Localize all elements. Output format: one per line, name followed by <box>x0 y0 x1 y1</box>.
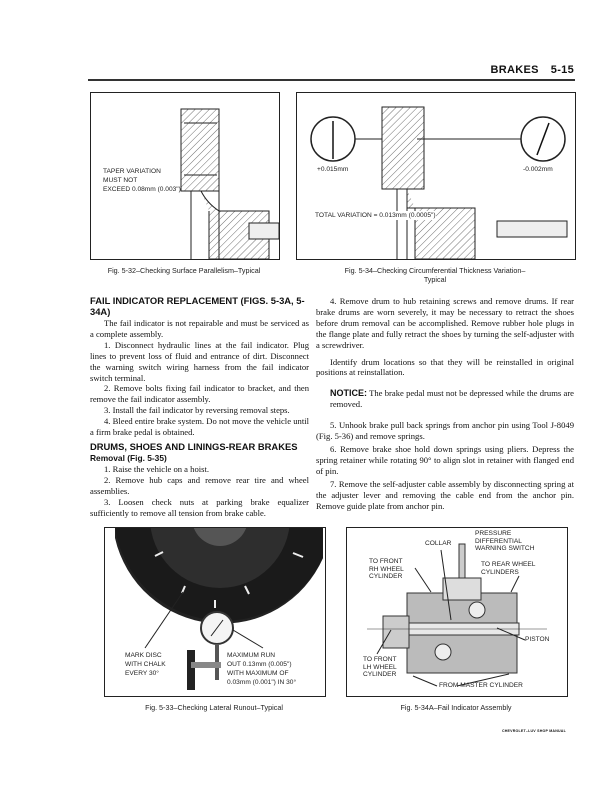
figure-5-34-caption: Fig. 5-34–Checking Circumferential Thickness Variation– Typical <box>344 266 526 284</box>
footer: CHEVROLET–LUV SHOP MANUAL <box>501 729 566 733</box>
heading-drums-shoes: DRUMS, SHOES AND LININGS-REAR BRAKES <box>90 440 298 452</box>
master-cylinder-label: FROM MASTER CYLINDER <box>439 682 523 689</box>
pressure-switch-label: PRESSURE DIFFERENTIAL WARNING SWITCH <box>475 530 535 552</box>
total-variation-label: TOTAL VARIATION = 0.013mm (0.0005") <box>315 212 436 219</box>
figure-5-33 <box>104 527 326 697</box>
right-text-column: 4. Remove drum to hub retaining screws and remove drums. If rear brake drums are worn severely, it may be necessary to retract the shoes before drum removal can be accomplished. Remove rubber hole plugs in the flange plate and fully retract the shoes by turning the self-adjuster with a screwdriver. Identify drum locations so that they will be reinstalled in original positions at reinstallation. NOTICE: The brake pedal must not be depressed while the drums are removed. 5. Unhook brake pull back springs from anchor pin using Tool J-8049 (Fig. 5-36) and remove springs. 6. Remove brake shoe hold down springs using pliers. Depress the spring retainer while rotating 90° to align slot in retainer with flanged end of pin. 7. Remove the self-adjuster cable assembly by disconnecting spring at the adjuster lever and removing the cable end from the anchor pin. Remove guide plate from anchor pin. <box>316 296 574 511</box>
figure-5-33-caption: Fig. 5-33–Checking Lateral Runout–Typical <box>145 703 283 712</box>
running-header <box>479 64 574 76</box>
piston-label: PISTON <box>525 636 550 643</box>
figure-5-34 <box>296 92 576 260</box>
max-runout-label: MAXIMUM RUN OUT 0.13mm (0.005") WITH MAXIMUM OF 0.03mm (0.001") IN 30° <box>227 652 297 686</box>
left-text-column: FAIL INDICATOR REPLACEMENT (FIGS. 5-3A, 5-34A) The fail indicator is not repairable and must be serviced as a complete assembly. 1. Disconnect hydraulic lines at the fail indicator. Plug lines to prevent loss of fluid and entrance of dirt. Disconnect the warning switch wiring harness from the fail indicator switch terminal. 2. Remove bolts fixing fail indicator to bracket, and then remove the fail indicator assembly. 3. Install the fail indicator by reversing removal steps. 4. Bleed entire brake system. Do not move the vehicle until a firm brake pedal is obtained. DRUMS, SHOES AND LININGS-REAR BRAKES Removal (Fig. 5-35) 1. Raise the vehicle on a hoist. 2. Remove hub caps and remove rear tire and wheel assemblies. 3. Loosen check nuts at parking brake equalizer sufficiently to remove all tension from brake cable. <box>90 295 309 518</box>
right-dial-reading: -0.002mm <box>523 166 553 173</box>
thickness-variation-diagram <box>297 93 575 259</box>
collar-label: COLLAR <box>425 540 452 547</box>
left-dial-reading: +0.015mm <box>317 166 349 173</box>
page-number: 5-15 <box>550 64 574 76</box>
front-lh-label: TO FRONT LH WHEEL CYLINDER <box>363 656 397 678</box>
subheading-removal: Removal (Fig. 5-35) <box>90 452 167 463</box>
figure-5-34A-caption: Fig. 5-34A–Fail Indicator Assembly <box>400 703 512 712</box>
rear-wheel-label: TO REAR WHEEL CYLINDERS <box>481 561 536 576</box>
figure-5-32 <box>90 92 280 260</box>
section-title: BRAKES <box>490 64 539 76</box>
mark-disc-label: MARK DISC WITH CHALK EVERY 30° <box>125 652 166 677</box>
heading-fail-indicator: FAIL INDICATOR REPLACEMENT (FIGS. 5-3A, 5-34A) <box>90 295 305 317</box>
figure-5-32-caption: Fig. 5-32–Checking Surface Parallelism–Typical <box>107 266 261 275</box>
header-rule <box>88 79 575 81</box>
taper-variation-label: TAPER VARIATION MUST NOT EXCEED 0.08mm (0.003") <box>103 168 181 193</box>
notice: NOTICE: The brake pedal must not be depressed while the drums are removed. <box>330 388 574 410</box>
front-rh-label: TO FRONT RH WHEEL CYLINDER <box>369 558 404 580</box>
figure-5-34A <box>346 527 568 697</box>
